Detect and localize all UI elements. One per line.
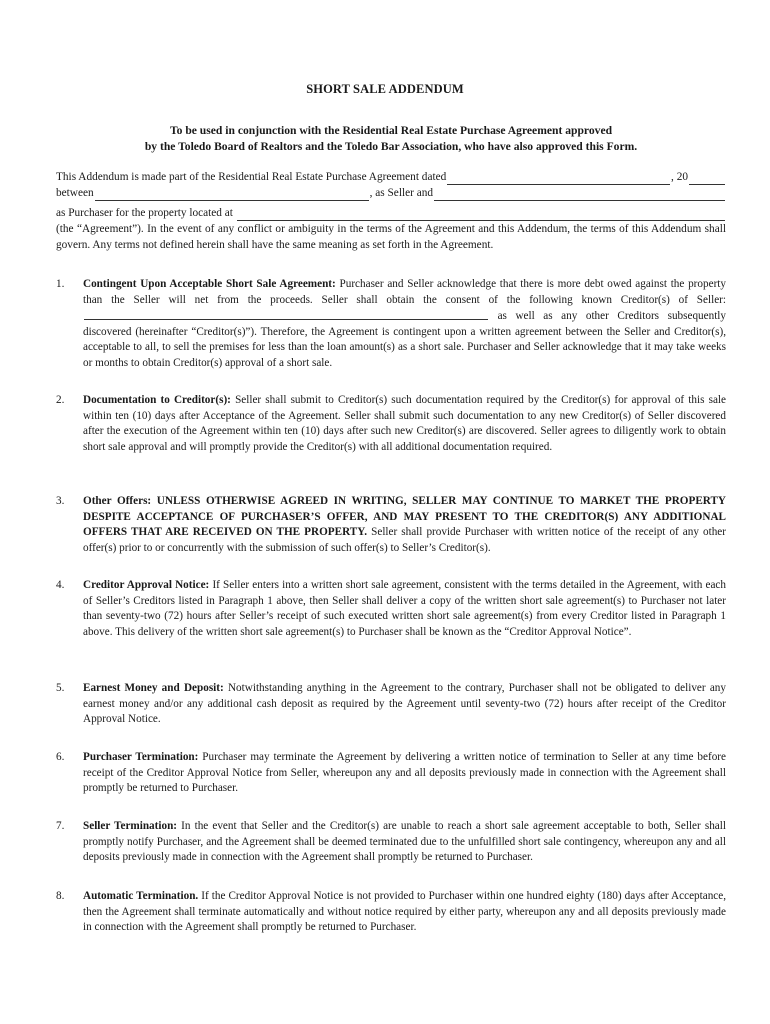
property-address-field[interactable] <box>237 208 725 221</box>
seller-name-field[interactable] <box>95 188 369 201</box>
subtitle-line-1: To be used in conjunction with the Residential Real Estate Purchase Agreement approved <box>169 124 613 137</box>
section-text: If the Creditor Approval Notice is not provided to Purchaser within one hundred eighty (180) days after Acceptance, then the Agreement shall terminate automatically and without notice required by either party, whereupon any and all deposits previously made in connection with the Agreement shall promptly be returned to Purchaser. <box>83 890 727 933</box>
dated-label: This Addendum is made part of the Residential Real Estate Purchase Agreement dated <box>56 171 447 183</box>
section-caps-text: UNLESS OTHERWISE AGREED IN WRITING, SELLER MAY CONTINUE TO MARKET THE PROPERTY DESPITE ACCEPTANCE OF PURCHASER’S OFFER, AND MAY PRESENT TO THE CREDITOR(S) ANY ADDITIONAL OFFERS THAT ARE RECEIVED ON THE PROPERTY. <box>83 495 727 538</box>
section-number: 3. <box>56 495 65 507</box>
section-text: Seller shall submit to Creditor(s) such documentation required by the Creditor(s) for approval of this sale within ten (10) days after Acceptance of the Agreement. Seller shall submit such documentation to any new Creditor(s) of Seller discovered after the execution of the Agreement within ten (10) days after such new Creditor(s) are discovered. Seller agrees to diligently work to obtain short sale approval and will promptly provide the Creditor(s) with all additional documentation required. <box>83 394 727 453</box>
section-heading: Seller Termination: <box>83 820 178 832</box>
section-heading: Automatic Termination. <box>83 890 199 902</box>
section-8 <box>56 889 726 936</box>
section-text: Seller shall provide Purchaser with written notice of the receipt of any other offer(s) prior to or concurrently with the submission of such offer(s) to Seller’s Creditor(s). <box>83 526 726 554</box>
section-heading: Contingent Upon Acceptable Short Sale Agreement: <box>83 278 336 290</box>
section-3 <box>56 494 726 556</box>
section-text: If Seller enters into a written short sale agreement, consistent with the terms detailed in the Agreement, with each of Seller’s Creditors listed in Paragraph 1 above, then Seller shall deliver a copy of the written short sale agreement(s) to Purchaser not later than seventy-two (72) hours after Seller’s receipt of such executed written short sale agreement(s) from every Creditor listed in Paragraph 1 above. This delivery of the written short sale agreement(s) to Purchaser shall be known as the “Creditor Approval Notice”. <box>83 579 726 638</box>
property-line <box>56 205 726 221</box>
section-number: 1. <box>56 278 65 290</box>
purchaser-label: as Purchaser for the property located at <box>56 207 233 219</box>
section-heading: Earnest Money and Deposit: <box>83 682 224 694</box>
section-heading: Documentation to Creditor(s): <box>83 394 231 406</box>
section-heading: Purchaser Termination: <box>83 751 199 763</box>
agreement-date-field[interactable] <box>447 172 670 185</box>
section-heading: Creditor Approval Notice: <box>83 579 210 591</box>
dated-line <box>56 169 726 185</box>
creditors-field[interactable] <box>84 308 488 320</box>
section-heading: Other Offers: <box>83 495 152 507</box>
section-text-continued: as well as any other Creditors subsequently discovered (hereinafter “Creditor(s)”). Therefore, the Agreement is contingent upon a written agreement between the Seller and Creditor(s), acceptable to all, to sell the premises for less than the loan amount(s) as a short sale. Purchaser and Seller acknowledge that it may take weeks or months to obtain Creditor(s) approval of a short sale. <box>83 310 727 369</box>
document-subtitle <box>56 123 726 154</box>
section-6 <box>56 750 726 797</box>
section-number: 5. <box>56 682 65 694</box>
purchaser-name-field[interactable] <box>434 188 725 201</box>
between-label: between <box>56 187 94 199</box>
section-2 <box>56 393 726 455</box>
parties-line <box>56 185 726 201</box>
section-number: 2. <box>56 394 65 406</box>
section-7 <box>56 819 726 866</box>
section-number: 8. <box>56 890 65 902</box>
section-text: In the event that Seller and the Creditor(s) are unable to reach a short sale agreement acceptable to both, Seller shall promptly notify Purchaser, and the Agreement shall be deemed terminated due to the unfulfilled short sale contingency, whereupon any and all deposits previously made in connection with the Agreement shall promptly be returned to Purchaser. <box>83 820 726 863</box>
section-1 <box>56 277 726 371</box>
section-text: Purchaser may terminate the Agreement by delivering a written notice of termination to Seller at any time before receipt of the Creditor Approval Notice from Seller, whereupon any and all deposits previously made in connection with the Agreement shall promptly be returned to Purchaser. <box>83 751 726 794</box>
document-title: SHORT SALE ADDENDUM <box>306 82 464 96</box>
section-5 <box>56 681 726 728</box>
seller-label: , as Seller and <box>369 187 434 199</box>
section-text: Notwithstanding anything in the Agreement to the contrary, Purchaser shall not be obligated to deliver any earnest money and/or any additional cash deposit as required by the Agreement until seventy-two (72) hours after receipt of the Creditor Approval Notice. <box>83 682 726 725</box>
section-number: 6. <box>56 751 65 763</box>
year-field[interactable] <box>689 172 725 185</box>
section-number: 7. <box>56 820 65 832</box>
section-text: Purchaser and Seller acknowledge that there is more debt owed against the property than the Seller will net from the proceeds. Seller shall obtain the consent of the following known Creditor(s) of Seller: <box>83 278 726 306</box>
intro-block <box>56 169 726 253</box>
agreement-definition: (the “Agreement”). In the event of any conflict or ambiguity in the terms of the Agreement and this Addendum, the terms of this Addendum shall govern. Any terms not defined herein shall have the same meaning as set forth in the Agreement. <box>56 223 726 251</box>
section-number: 4. <box>56 579 65 591</box>
year-label: , 20 <box>671 171 688 183</box>
subtitle-line-2: by the Toledo Board of Realtors and the Toledo Bar Association, who have also approved this Form. <box>144 139 638 153</box>
section-4 <box>56 578 726 640</box>
